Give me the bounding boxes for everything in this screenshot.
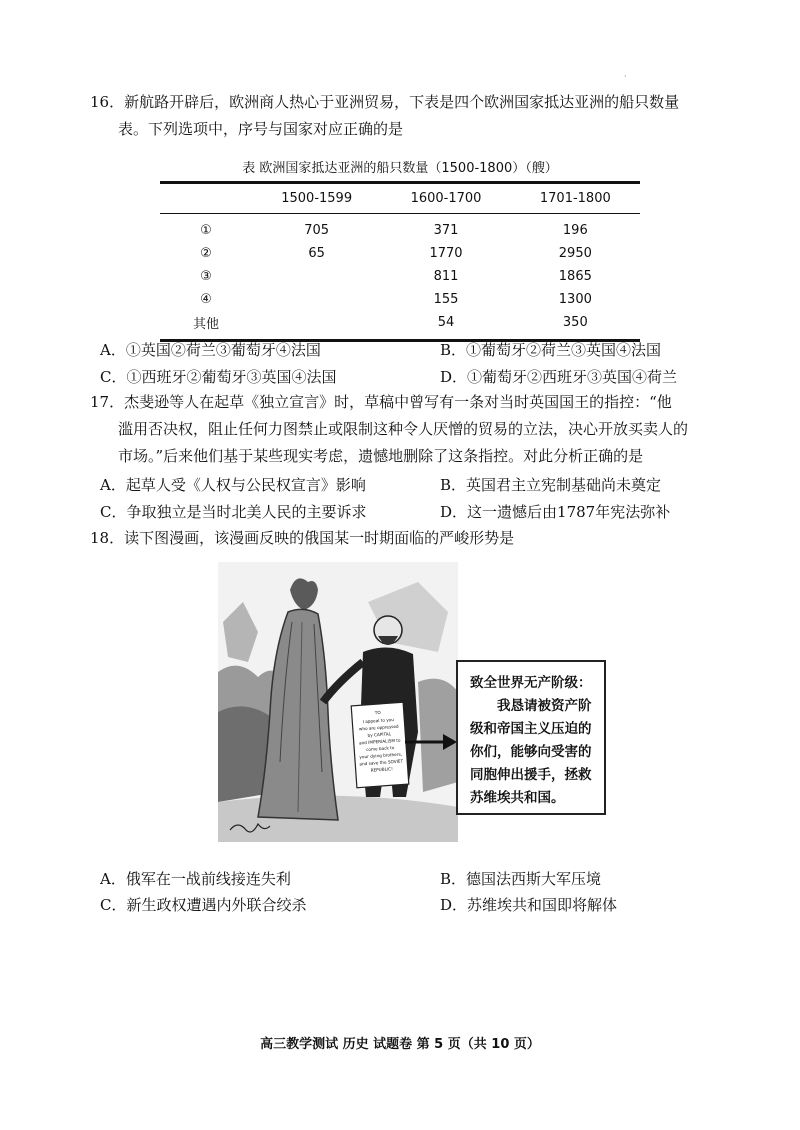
- q18-option-b[interactable]: B．德国法西斯大军压境: [440, 870, 602, 888]
- sign-line: who are oppressed: [358, 723, 399, 732]
- table-title: 表 欧洲国家抵达亚洲的船只数量（1500-1800）（艘）: [242, 161, 558, 176]
- sign-line: REPUBLIC!: [370, 766, 393, 773]
- q18-line1: 18．读下图漫画，该漫画反映的俄国某一时期面临的严峻形势是: [90, 529, 515, 547]
- table-header-row: [160, 183, 640, 214]
- q17-line1: 17．杰斐逊等人在起草《独立宣言》时，草稿中曾写有一条对当时英国国王的指控：“他: [90, 393, 672, 411]
- q16-option-a[interactable]: A．①英国②荷兰③葡萄牙④法国: [100, 341, 321, 359]
- row-label: 其他: [192, 317, 219, 332]
- sign-line: TO: [374, 709, 381, 716]
- cell: 350: [562, 315, 588, 330]
- q17-line3: 市场。”后来他们基于某些现实考虑，遗憾地删除了这条指控。对此分析正确的是: [118, 447, 644, 465]
- q17-option-d[interactable]: D．这一遗憾后由1787年宪法弥补: [440, 503, 671, 521]
- table-row: [160, 311, 640, 341]
- sign-line: I appeal to you: [362, 716, 395, 725]
- q18-option-c[interactable]: C．新生政权遭遇内外联合绞杀: [100, 896, 307, 914]
- arrow-right-icon: [405, 732, 459, 752]
- sign-line: by CAPITAL: [367, 731, 392, 738]
- sign-line: and IMPERIALISM to: [358, 737, 401, 746]
- cell: [252, 265, 381, 288]
- q17-option-a[interactable]: A．起草人受《人权与公民权宣言》影响: [100, 476, 366, 494]
- cell: 54: [437, 315, 455, 330]
- page-footer: 高三教学测试 历史 试题卷 第 5 页（共 10 页）: [260, 1037, 540, 1052]
- q16-line1: 16．新航路开辟后，欧洲商人热心于亚洲贸易，下表是四个欧洲国家抵达亚洲的船只数量: [90, 93, 680, 111]
- q18-options-row-2: [100, 894, 740, 920]
- speech-box: [456, 660, 606, 815]
- cell: 155: [433, 292, 459, 307]
- table-row: [160, 288, 640, 311]
- cell: [252, 288, 381, 311]
- header-cell: 1600-1700: [381, 183, 510, 214]
- cell: 1770: [429, 246, 463, 261]
- q18-option-a[interactable]: A．俄军在一战前线接连失利: [100, 870, 291, 888]
- cell: 2950: [558, 246, 592, 261]
- cell: 65: [308, 246, 325, 261]
- row-label: ④: [200, 292, 212, 307]
- q16-options-row-1: [100, 339, 740, 365]
- q17-option-b[interactable]: B．英国君主立宪制基础尚未奠定: [440, 476, 662, 494]
- q18-options-row-1: [100, 868, 740, 894]
- cartoon-drawing: [218, 562, 458, 842]
- cartoon-image: [218, 562, 458, 842]
- q16-option-d[interactable]: D．①葡萄牙②西班牙③英国④荷兰: [440, 368, 678, 386]
- ships-table: [160, 181, 640, 342]
- q16-option-b[interactable]: B．①葡萄牙②荷兰③英国④法国: [440, 341, 662, 359]
- header-cell: 1500-1599: [252, 183, 381, 214]
- q17-option-c[interactable]: C．争取独立是当时北美人民的主要诉求: [100, 503, 367, 521]
- sign-line: your dying brothers,: [359, 751, 403, 760]
- table-row: [160, 265, 640, 288]
- question-16: [90, 89, 730, 143]
- cell: 1300: [558, 292, 592, 307]
- q17-line2: 滥用否决权，阻止任何力图禁止或限制这种令人厌憎的贸易的立法，决心开放买卖人的: [118, 420, 689, 438]
- q17-options-row-1: [100, 474, 740, 500]
- q16-line2: 表。下列选项中，序号与国家对应正确的是: [118, 120, 404, 138]
- row-label: ③: [200, 269, 212, 284]
- speech-title: 致全世界无产阶级：: [470, 675, 592, 691]
- row-label: ①: [200, 223, 212, 238]
- cell: 705: [304, 223, 330, 238]
- cell: 1865: [558, 269, 592, 284]
- cell: 811: [433, 269, 459, 284]
- cell: [252, 311, 381, 341]
- header-cell: [160, 183, 252, 214]
- sign-line: and save the SOVIET: [359, 758, 404, 767]
- cell: 196: [562, 223, 588, 238]
- row-label: ②: [200, 246, 212, 261]
- q16-option-c[interactable]: C．①西班牙②葡萄牙③英国④法国: [100, 368, 337, 386]
- table-row: [160, 242, 640, 265]
- speech-body: 我恳请被资产阶级和帝国主义压迫的你们，能够向受害的同胞伸出援手，拯救苏维埃共和国。: [470, 698, 592, 806]
- question-18: [90, 525, 730, 552]
- q17-options-row-2: [100, 501, 740, 527]
- cell: 371: [433, 223, 459, 238]
- table-row: [160, 214, 640, 243]
- sign-line: come back to: [365, 745, 395, 752]
- scan-dot: ·: [624, 72, 627, 81]
- question-17: [90, 389, 730, 470]
- q18-option-d[interactable]: D．苏维埃共和国即将解体: [440, 896, 618, 914]
- header-cell: 1701-1800: [511, 183, 640, 214]
